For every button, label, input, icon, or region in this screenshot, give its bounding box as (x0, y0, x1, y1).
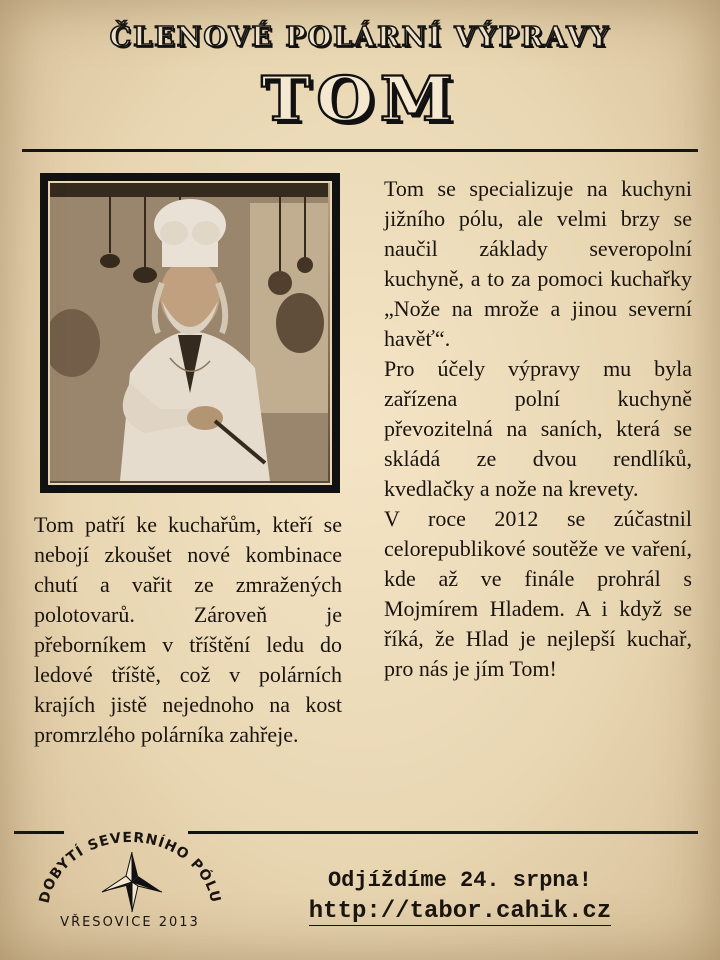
compass-star-icon (102, 852, 162, 912)
header-divider (22, 149, 698, 152)
left-text-column (34, 510, 342, 750)
member-name: TOM (261, 63, 459, 135)
paragraph-competition: V roce 2012 se zúčastnil celorepublikové soutěže ve vaření, kde až ve finále prohrál s Mojmírem Hladem. A i když se říká, že Hlad je nejlepší kuchař, pro nás je jím Tom! (384, 506, 692, 681)
right-text-column (384, 174, 692, 684)
badge-arc-text: DOBYTÍ SEVERNÍHO PÓLU (36, 829, 224, 905)
chef-photo (48, 181, 332, 485)
website-link-text[interactable]: http://tabor.cahik.cz (308, 898, 612, 925)
departure-date: Odjíždíme 24. srpna! (327, 868, 593, 893)
poster-kicker: ČLENOVÉ POLÁRNÍ VÝPRAVY (109, 22, 611, 53)
chef-portrait-icon (50, 183, 328, 481)
paragraph-specialization: Tom se specializuje na kuchyni jižního pólu, ale velmi brzy se naučil základy severopolní kuchyně, a to za pomoci kuchařky „Nože na mrože a jinou severní havěť“. (384, 176, 692, 351)
badge-bottom-text: VŘESOVICE 2013 (60, 915, 200, 930)
paragraph-field-kitchen: Pro účely výpravy mu byla zařízena polní kuchyně převozitelná na saních, která se skládá ze dvou rendlíků, kvedlačky a nože na krevety. (384, 356, 692, 501)
website-link[interactable] (240, 898, 680, 925)
chef-photo-frame (40, 173, 340, 493)
footer-divider-right (188, 831, 698, 834)
paragraph-about-tom: Tom patří ke kuchařům, kteří se nebojí zkoušet nové kombinace chutí a vařit ze zmražených polotovarů. Zároveň je přeborníkem v tříštění ledu do ledové tříště, což v polárních krajích jistě nejednoho na kost promrzlého polárníka zahřeje. (34, 512, 342, 747)
expedition-badge (30, 820, 230, 940)
